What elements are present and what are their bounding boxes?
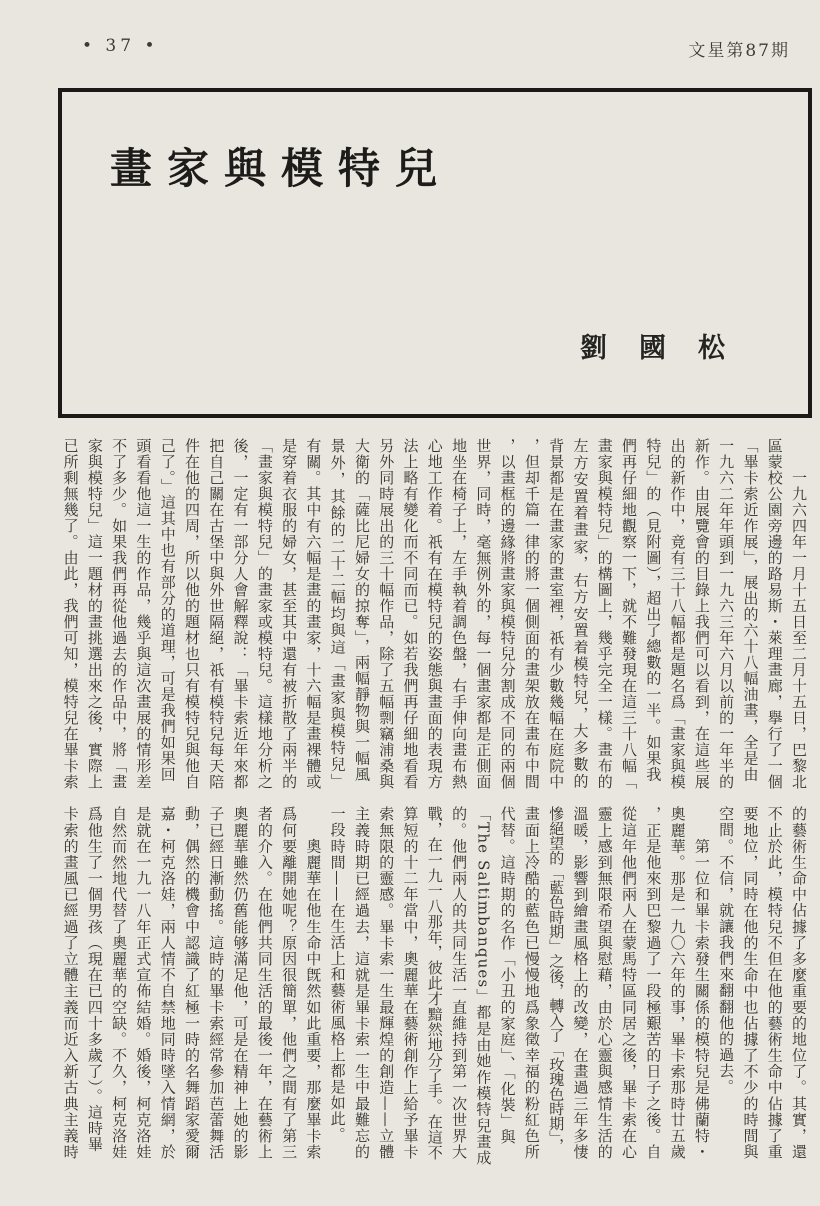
text-column-7: 特兒」的（見附圖），超出了總數的一半。如果我 [644, 438, 663, 783]
text-column-7: ，正是他來到巴黎過了一段極艱苦的日子之後。自 [644, 806, 663, 1160]
text-column-24: 奧麗華雖然仍舊能够滿足他，可是在精神上她的影 [231, 806, 250, 1160]
text-column-26: 動，偶然的機會中認識了紅極一時的名舞蹈家愛爾 [182, 806, 201, 1160]
text-column-3: 「畢卡索近作展」，展出的六十八幅油畫，全是由 [741, 438, 760, 783]
text-column-4: 一九六二年年頭到一九六三年六月以前的一年半的 [717, 438, 736, 790]
text-column-1: 的藝術生命中佔據了多麼重要的地位了。其實，還 [790, 806, 808, 1160]
magazine-issue-label: 文星第87期 [688, 41, 790, 61]
text-column-22: 是穿着衣服的婦女，甚至其中還有被折散了兩半的 [280, 438, 299, 790]
text-column-25: 把自己關在古堡中與外世隔絕，祇有模特兒每天陪 [207, 438, 226, 790]
text-column-5: 第一位和畢卡索發生關係的模特兒是佛蘭特・ [692, 806, 711, 1160]
text-column-12: 畫面上冷酷的藍色已慢慢地爲象徵幸福的粉紅色所 [522, 806, 541, 1160]
text-column-3: 要地位，同時在他的生命中也佔據了不少的時間與 [741, 806, 760, 1160]
text-column-6: 出的新作中，竟有三十八幅都是題名爲「畫家與模 [668, 438, 687, 790]
page-number: • 37 • [82, 36, 159, 56]
text-column-2: 區蒙校公園旁邊的路易斯・萊理畫廊，擧行了一個 [765, 438, 784, 790]
text-column-21: 有關。其中有六幅是畫的畫家，十六幅是畫裸體或 [304, 438, 323, 790]
text-column-15: 的。他們兩人的共同生活一直維持到第一次世界大 [450, 806, 469, 1160]
title-box [58, 88, 812, 418]
text-column-26: 件在他的四周，所以他的題材也只有模特兒與他自 [182, 438, 201, 790]
text-column-14: 世界，同時，毫無例外的，每一個畫家都是正側面 [474, 438, 493, 790]
text-column-25: 子已經日漸動搖。這時的畢卡索經常參加芭蕾舞活 [207, 806, 226, 1160]
text-column-27: 嘉・柯克洛娃，兩人情不自禁地同時墜入情網，於 [158, 806, 177, 1160]
text-column-30: 爲他生了一個男孩（現在已四十多歲了）。這時畢 [85, 806, 104, 1153]
article-text-block-2 [58, 806, 811, 1167]
text-column-20: 景外，其餘的二十二幅均與這「畫家與模特兒」 [328, 438, 347, 790]
text-column-10: 左方安置着畫家，右方安置着模特兒，大多數的 [571, 438, 590, 790]
text-column-11: 背景都是在畫家的畫室裡，祇有少數幾幅在庭院中 [547, 438, 566, 790]
text-column-10: 溫暖，影響到繪畫風格上的改變，在畫過三年多悽 [571, 806, 590, 1160]
text-column-30: 家與模特兒」這一題材的畫挑選出來之後，實際上 [85, 438, 104, 790]
text-column-13: 代替。這時期的名作「小丑的家庭」、「化裝」與 [498, 806, 517, 1145]
text-column-6: 奧麗華。那是一九〇六年的事，畢卡索那時廿五歲 [668, 806, 687, 1160]
text-column-5: 新作。由展覽會的目錄上我們可以看到，在這些展 [692, 438, 711, 790]
text-column-19: 主義時期已經過去，這就是畢卡索一生中最難忘的 [352, 806, 371, 1160]
text-column-17: 法上略有變化而不同而已。如若我們再仔細地看看 [401, 438, 420, 790]
text-column-31: 已所剩無幾了。由此，我們可知，模特兒在畢卡索 [61, 438, 80, 790]
text-column-9: 靈上感到無限希望與慰藉，由於心靈與感情生活的 [595, 806, 614, 1160]
text-column-28: 頭看看他這一生的作品，幾乎與這次畫展的情形差 [134, 438, 153, 790]
text-column-22: 爲何要離開她呢？原因很簡單，他們之間有了第三 [280, 806, 299, 1160]
article-text-block-1 [58, 438, 811, 790]
text-column-2: 不止於此，模特兒不但在他的藝術生命中佔據了重 [765, 806, 784, 1160]
text-column-12: ，但却千篇一律的將一個側面的畫架放在畫布中間 [522, 438, 541, 790]
text-column-31: 卡索的畫風已經過了立體主義而近入新古典主義時 [61, 806, 80, 1160]
text-column-27: 己了。」這其中也有部分的道理，可是我們如果回 [158, 438, 177, 783]
text-column-18: 另外同時展出的三十幅作品，除了五幅剽竊浦桑與 [377, 438, 396, 790]
text-column-9: 畫家與模特兒」的構圖上，幾乎完全一樣。畫布的 [595, 438, 614, 790]
text-column-29: 不了多少。如果我們再從他過去的作品中，將「畫 [110, 438, 129, 790]
text-column-11: 慘絕望的「藍色時期」之後，轉入了「玫瑰色時期」， [547, 806, 566, 1153]
text-column-18: 索無限的靈感。畢卡索一生最輝煌的創造——立體 [377, 806, 396, 1160]
text-column-16: 心地工作着。祇有在模特兒的姿態與畫面的表現方 [425, 438, 444, 790]
text-column-23: 者的介入。在他們共同生活的最後一年，在藝術上 [255, 806, 274, 1160]
text-column-15: 地坐在椅子上，左手執着調色盤，右手伸向畫布熱 [450, 438, 469, 790]
text-column-29: 自然而然地代替了奧麗華的空缺。不久，柯克洛娃 [110, 806, 129, 1160]
text-column-19: 大衛的「薩比尼婦女的掠奪」，兩幅靜物與一幅風 [352, 438, 371, 783]
text-column-20: 一段時間——在生活上和藝術風格上都是如此。 [328, 806, 347, 1144]
text-column-23: 「畫家與模特兒」的畫家或模特兒。這樣地分析之 [255, 438, 274, 790]
text-column-4: 空間。不信，就讓我們來翻翻他的過去。 [717, 806, 736, 1095]
text-column-1: 一九六四年一月十五日至二月十五日，巴黎北 [790, 438, 808, 790]
text-column-8: 從這年他們兩人在蒙馬特區同居之後，畢卡索在心 [620, 806, 639, 1160]
article-title: 畫家與模特兒 [110, 144, 453, 193]
text-column-21: 奧麗華在他生命中旣然如此重要，那麼畢卡索 [304, 806, 323, 1160]
text-column-24: 後，一定有一部分人會解釋說：「畢卡索近年來都 [231, 438, 250, 790]
text-column-16: 戰，在一九一八那年，彼此才黯然地分了手。在這不 [425, 806, 444, 1160]
text-column-17: 算短的十二年當中，奧麗華在藝術創作上給予畢卡 [401, 806, 420, 1160]
article-author: 劉國松 [580, 333, 757, 364]
text-column-14: 「The Saltimbanques」都是由她作模特兒畫成 [474, 806, 493, 1167]
text-column-8: 們再仔細地觀察一下，就不難發現在這三十八幅「 [620, 438, 639, 790]
text-column-13: ，以畫框的邊緣將畫家與模特兒分割成不同的兩個 [498, 438, 517, 790]
text-column-28: 是就在一九一八年正式宣佈結婚。婚後，柯克洛娃 [134, 806, 153, 1160]
